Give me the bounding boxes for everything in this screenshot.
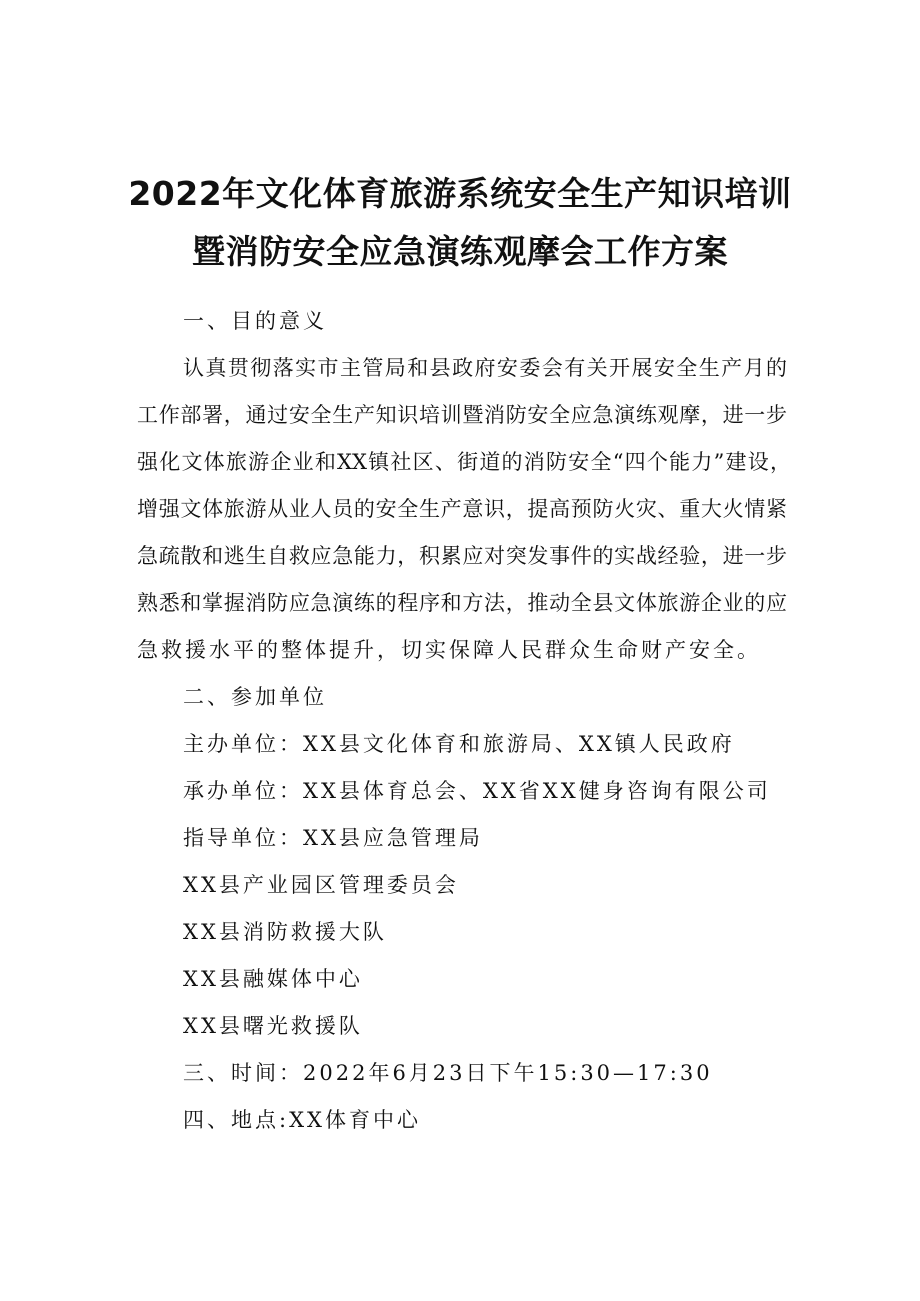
section-1-heading: 一、目的意义 [183, 309, 327, 333]
paragraph-line: 增强文体旅游从业人员的安全生产意识，提高预防火灾、重大火情紧 [137, 497, 787, 521]
paragraph-line: 急疏散和逃生自救应急能力，积累应对突发事件的实战经验，进一步 [137, 544, 787, 568]
paragraph-line: 急救援水平的整体提升，切实保障人民群众生命财产安全。 [137, 638, 761, 662]
unit-line: XX县曙光救援队 [183, 1014, 363, 1038]
paragraph-line: 强化文体旅游企业和XX镇社区、街道的消防安全“四个能力”建设， [137, 450, 791, 474]
unit-line: XX县融媒体中心 [183, 967, 363, 991]
paragraph-line: 认真贯彻落实市主管局和县政府安委会有关开展安全生产月的 [183, 356, 787, 380]
unit-line-guidance: 指导单位：XX县应急管理局 [183, 826, 483, 850]
paragraph-line: 熟悉和掌握消防应急演练的程序和方法，推动全县文体旅游企业的应 [137, 591, 787, 615]
paragraph-line: 工作部署，通过安全生产知识培训暨消防安全应急演练观摩，进一步 [137, 403, 787, 427]
section-3-time: 三、时间：2022年6月23日下午15:30—17:30 [183, 1061, 713, 1085]
section-4-location: 四、地点:XX体育中心 [183, 1108, 421, 1132]
document-title-line-1: 2022年文化体育旅游系统安全生产知识培训 [128, 174, 792, 213]
section-2-heading: 二、参加单位 [183, 685, 327, 709]
unit-line-host: 主办单位：XX县文化体育和旅游局、XX镇人民政府 [183, 732, 735, 756]
document-title-line-2: 暨消防安全应急演练观摩会工作方案 [192, 232, 728, 271]
unit-line: XX县消防救援大队 [183, 920, 387, 944]
unit-line: XX县产业园区管理委员会 [183, 873, 459, 897]
unit-line-organizer: 承办单位：XX县体育总会、XX省XX健身咨询有限公司 [183, 779, 771, 803]
